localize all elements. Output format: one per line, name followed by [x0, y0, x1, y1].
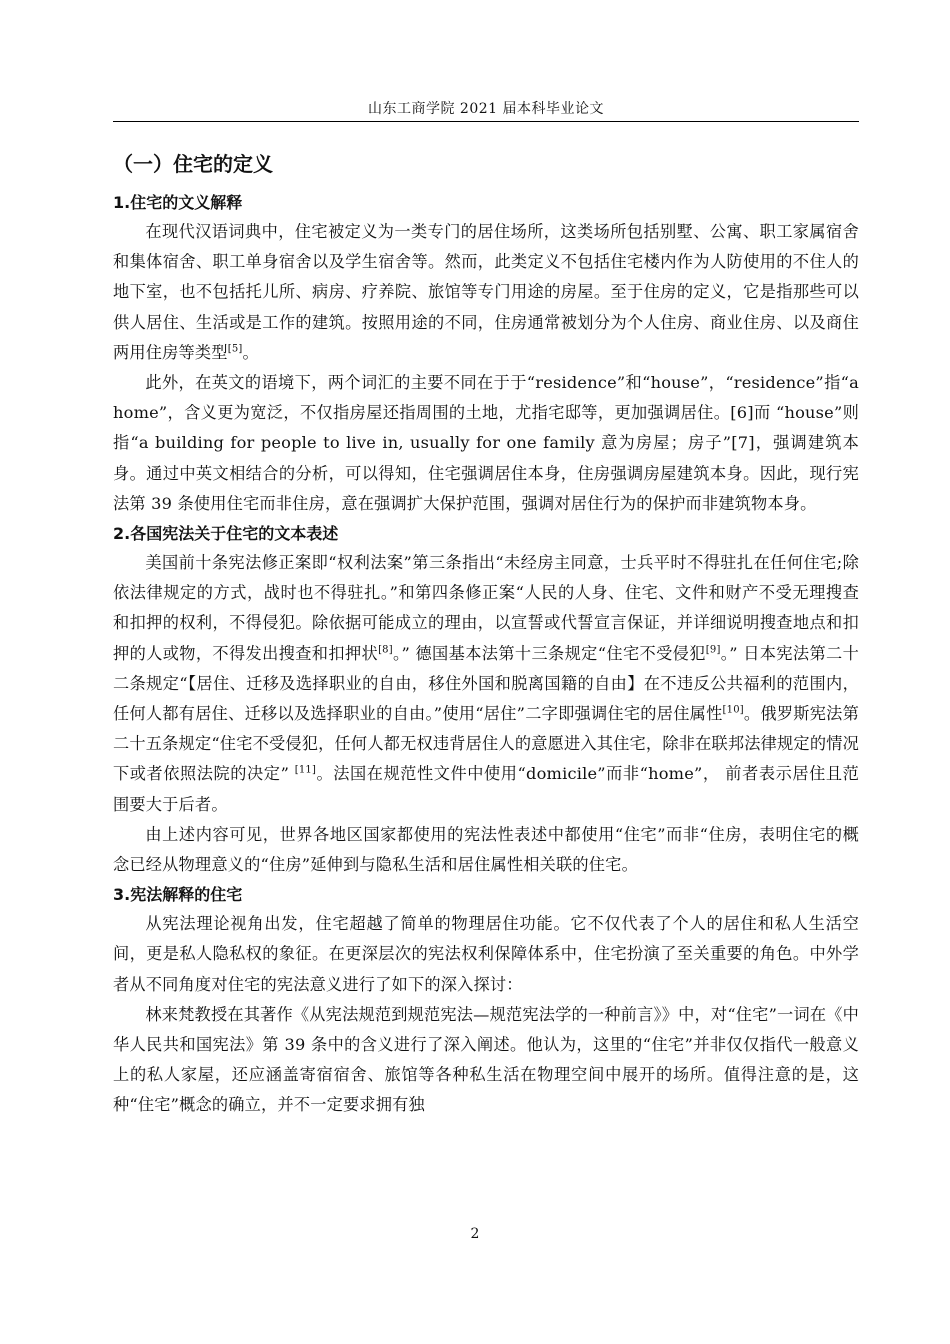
subsection-heading-1: 1.住宅的文义解释	[113, 193, 243, 212]
paragraph: 林来梵教授在其著作《从宪法规范到规范宪法—规范宪法学的一种前言》》中，对“住宅”一词在《中华人民共和国宪法》第 39 条中的含义进行了深入阐述。他认为，这里的“住宅”并非仅仅指代一般意义上的私人家屋，还应涵盖寄宿宿舍、旅馆等各种私生活在物理空间中展开的场所。值得注意的是，这种“住宅”概念的确立，并不一定要求拥有独	[113, 1004, 859, 1115]
section-title: （一）住宅的定义	[113, 152, 273, 176]
paragraph: 由上述内容可见，世界各地区国家都使用的宪法性表述中都使用“住宅”而非“住房，表明住宅的概念已经从物理意义的“住房”延伸到与隐私生活和居住属性相关联的住宅。	[113, 824, 859, 875]
document-body	[113, 150, 859, 1121]
subsection-heading-3: 3.宪法解释的住宅	[113, 885, 243, 905]
citation-marker: [10]	[722, 704, 744, 716]
page-header: 山东工商学院 2021 届本科毕业论文	[367, 101, 605, 117]
citation-marker: [11]	[294, 765, 317, 777]
paragraph: 在现代汉语词典中，住宅被定义为一类专门的居住场所，这类场所包括别墅、公寓、职工家属宿舍和集体宿舍、职工单身宿舍以及学生宿舍等。然而，此类定义不包括住宅楼内作为人防使用的不住人的地下室，也不包括托儿所、病房、疗养院、旅馆等专门用途的房屋。至于住房的定义，它是指那些可以供人居住、生活或是工作的建筑。按照用途的不同，住房通常被划分为个人住房、商业住房、以及商住两用住房等类型[5]。	[113, 222, 859, 362]
paragraph: 此外，在英文的语境下，两个词汇的主要不同在于于“residence”和“house”，“residence”指“a home”，含义更为宽泛，不仅指房屋还指周围的土地，尤指宅邸等，更加强调居住。[6]而 “house”则指“a building for people to live in, usually for one family 意为房屋；房子”[7]，强调建筑本身。通过中英文相结合的分析，可以得知，住宅强调居住本身，住房强调房屋建筑本身。因此，现行宪法第 39 条使用住宅而非住房，意在强调扩大保护范围，强调对居住行为的保护而非建筑物本身。	[113, 373, 860, 513]
citation-marker: [5]	[227, 343, 243, 355]
subsection-heading-2: 2.各国宪法关于住宅的文本表述	[113, 524, 339, 544]
header-rule	[113, 121, 859, 122]
citation-marker: [9]	[705, 644, 721, 656]
citation-marker: [8]	[378, 644, 393, 656]
page-number: 2	[470, 1226, 480, 1242]
paragraph: 美国前十条宪法修正案即“权利法案”第三条指出“未经房主同意，士兵平时不得驻扎在任何住宅;除依法律规定的方式，战时也不得驻扎。”和第四条修正案“人民的人身、住宅、文件和财产不受无理搜查和扣押的权利，不得侵犯。除依据可能成立的理由，以宣誓或代誓宣言保证，并详细说明搜查地点和扣押的人或物，不得发出搜查和扣押状[8]。” 德国基本法第十三条规定“住宅不受侵犯[9]。” 日本宪法第二十二条规定“【居住、迁移及选择职业的自由，移住外国和脱离国籍的自由】在不违反公共福利的范围内，任何人都有居住、迁移以及选择职业的自由。”使用“居住”二字即强调住宅的居住属性[10]。俄罗斯宪法第二十五条规定“住宅不受侵犯，任何人都无权违背居住人的意愿进入其住宅，除非在联邦法律规定的情况下或者依照法院的决定” [11]。法国在规范性文件中使用“domicile”而非“home”， 前者表示居住且范围要大于后者。	[113, 553, 860, 814]
paragraph: 从宪法理论视角出发，住宅超越了简单的物理居住功能。它不仅代表了个人的居住和私人生活空间，更是私人隐私权的象征。在更深层次的宪法权利保障体系中，住宅扮演了至关重要的角色。中外学者从不同角度对住宅的宪法意义进行了如下的深入探讨：	[113, 914, 859, 994]
